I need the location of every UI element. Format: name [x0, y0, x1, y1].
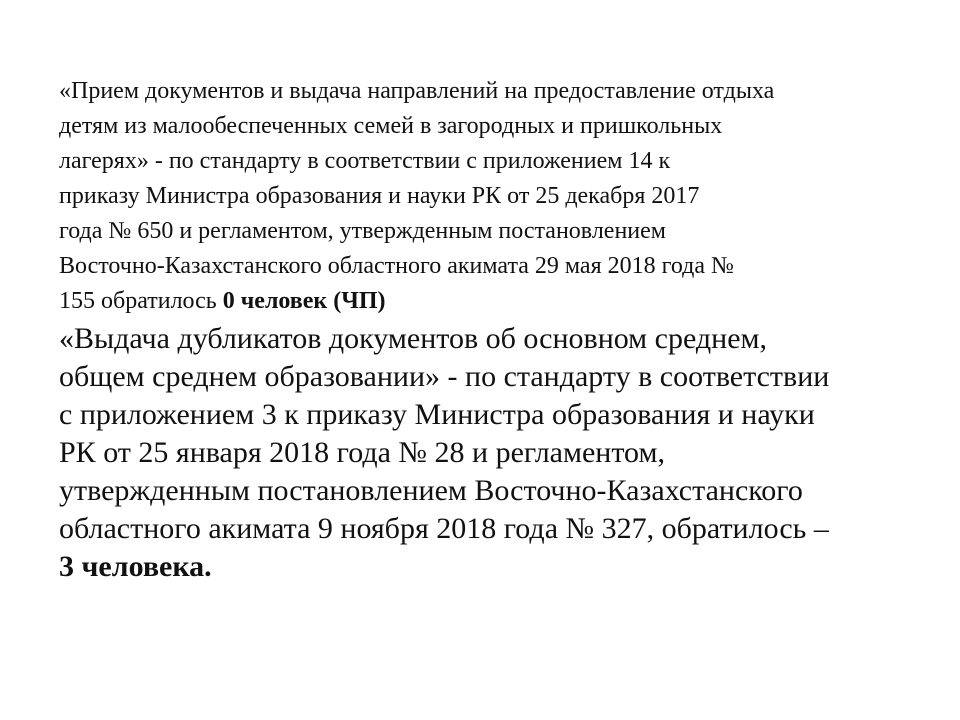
paragraph-line: областного акимата 9 ноября 2018 года № 327, обратилось –	[59, 512, 829, 545]
applicants-count-result: 0 человек (ЧП)	[222, 288, 386, 314]
paragraph-line: «Выдача дубликатов документов об основном среднем,	[59, 322, 768, 355]
paragraph-line: года № 650 и регламентом, утвержденным постановлением	[59, 218, 666, 244]
paragraph-line: «Прием документов и выдача направлений на предоставление отдыха	[59, 78, 775, 104]
paragraph-line: детям из малообеспеченных семей в загородных и пришкольных	[59, 113, 723, 139]
paragraph-line-text: 155 обратилось	[59, 288, 223, 314]
paragraph-line: утвержденным постановлением Восточно-Казахстанского	[59, 474, 803, 507]
paragraph-line-last	[59, 286, 386, 316]
applicants-count-result: 3 человека.	[59, 550, 212, 583]
paragraph-line: РК от 25 января 2018 года № 28 и регламентом,	[59, 436, 665, 469]
paragraph-line: лагерях» - по стандарту в соответствии с приложением 14 к	[59, 148, 671, 174]
paragraph-line: общем среднем образовании» - по стандарту в соответствии	[59, 360, 830, 393]
paragraph-line: с приложением 3 к приказу Министра образования и науки	[59, 398, 815, 431]
paragraph-line: приказу Министра образования и науки РК от 25 декабря 2017	[59, 183, 700, 209]
paragraph-line: Восточно-Казахстанского областного акимата 29 мая 2018 года №	[59, 253, 734, 279]
